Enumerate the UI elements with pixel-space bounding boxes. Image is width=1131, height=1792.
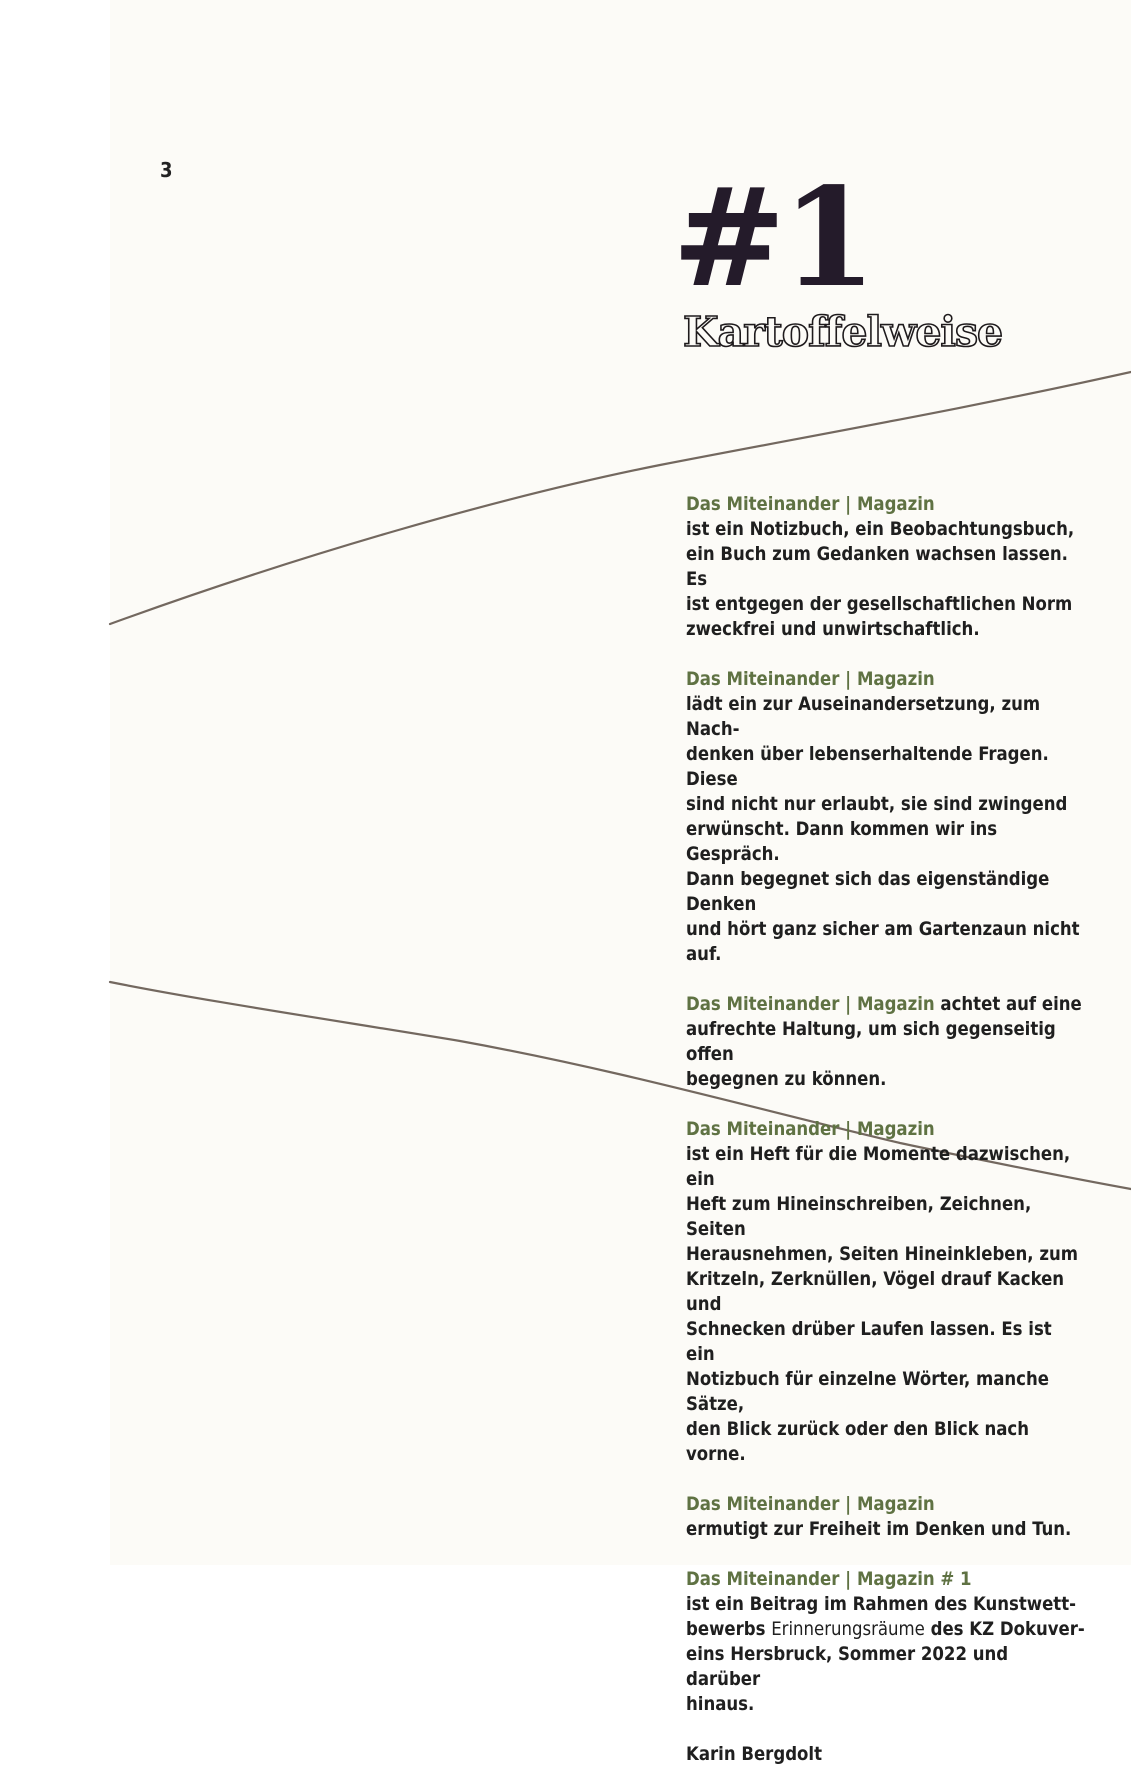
author-name: Karin Bergdolt	[686, 1744, 822, 1765]
issue-number: #1	[672, 158, 873, 318]
final-block-text	[686, 1592, 1086, 1717]
text-block	[686, 1492, 1086, 1542]
text-block	[686, 492, 1086, 642]
block-text: aufrechte Haltung, um sich gegenseitig offen begegnen zu können.	[686, 1019, 1056, 1090]
final-text-after: des KZ Dokuver- eins Hersbruck, Sommer 2022 und darüber hinaus.	[686, 1619, 1085, 1715]
intro-text	[686, 492, 1086, 1792]
block-text: ermutigt zur Freiheit im Denken und Tun.	[686, 1519, 1072, 1540]
text-block	[686, 667, 1086, 967]
magazine-name: Das Miteinander | Magazin	[686, 1119, 935, 1140]
text-block	[686, 992, 1086, 1092]
block-text: lädt ein zur Auseinandersetzung, zum Nach- denken über lebenserhaltende Fragen. Diese sind nicht nur erlaubt, sie sind zwingend erwünscht. Dann kommen wir ins Gespräch. Dann begegnet sich das eigenständige Denken und hört ganz sicher am Gartenzaun nicht auf.	[686, 694, 1080, 965]
page-number: 3	[160, 158, 173, 182]
magazine-name: Das Miteinander | Magazin	[686, 994, 935, 1015]
inline-text: achtet auf eine	[934, 994, 1082, 1015]
magazine-issue-name: Das Miteinander | Magazin # 1	[686, 1569, 972, 1590]
block-text: ist ein Notizbuch, ein Beobachtungsbuch, ein Buch zum Gedanken wachsen lassen. Es ist entgegen der gesellschaftlichen Norm zweckfrei und unwirtschaftlich.	[686, 519, 1075, 640]
block-first-line	[686, 992, 1086, 1017]
text-block	[686, 1117, 1086, 1467]
magazine-name: Das Miteinander | Magazin	[686, 494, 935, 515]
final-text-before: ist ein Beitrag im Rahmen des Kunstwett- bewerbs	[686, 1594, 1077, 1640]
final-text-block	[686, 1567, 1086, 1717]
exhibition-title: Erinnerungsräume	[771, 1619, 925, 1640]
block-text: ist ein Heft für die Momente dazwischen, ein Heft zum Hineinschreiben, Zeichnen, Seiten Herausnehmen, Seiten Hineinkleben, zum Kritzeln, Zerknüllen, Vögel drauf Kacken und Schnecken drüber Laufen lassen. Es ist ein Notizbuch für einzelne Wörter, manche Sätze, den Blick zurück oder den Blick nach vorne.	[686, 1144, 1078, 1465]
magazine-name: Das Miteinander | Magazin	[686, 669, 935, 690]
issue-title: Kartoffelweise	[683, 308, 1003, 356]
magazine-name: Das Miteinander | Magazin	[686, 1494, 935, 1515]
